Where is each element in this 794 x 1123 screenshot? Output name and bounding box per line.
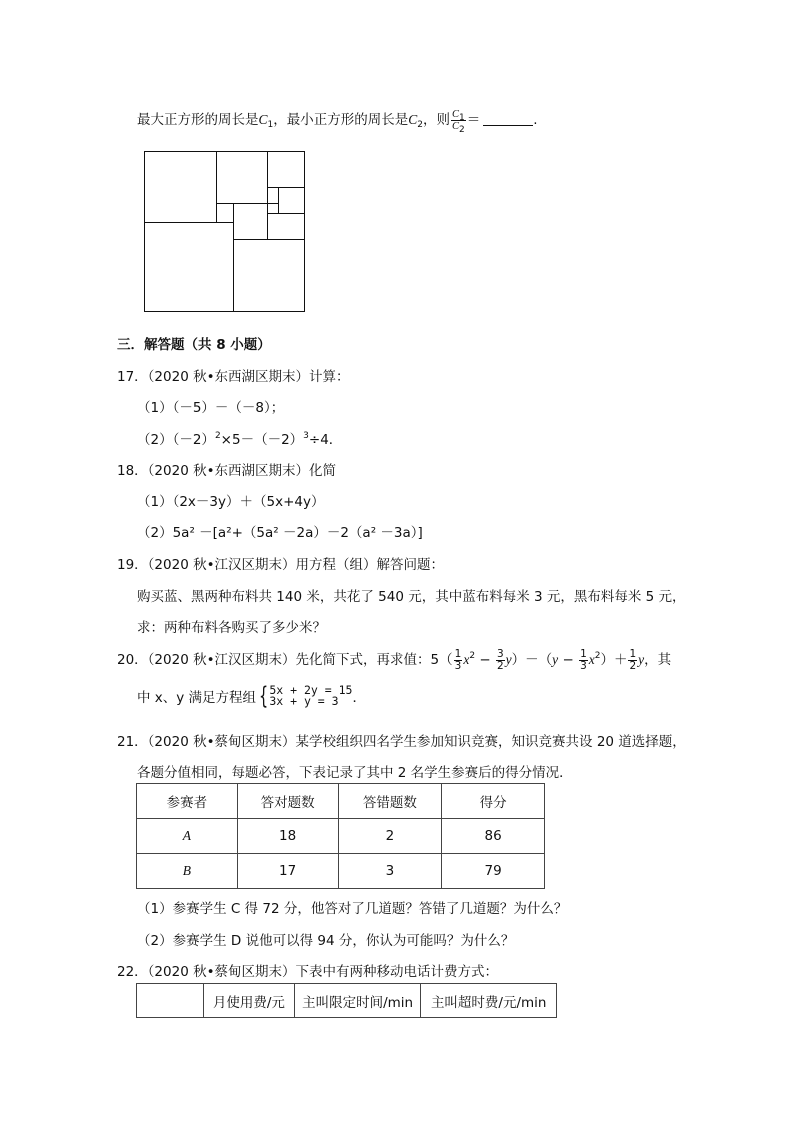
f2-num: 3 [496,647,504,660]
table-header-cell: 主叫限定时间/min [294,984,421,1018]
q20-exp: 2 [469,651,476,661]
frac-num: C [452,108,460,120]
q20-head: 20．（2020 秋•江汉区期末）先化简下式，再求值：5（ [117,652,453,668]
q20-var: y [552,652,559,667]
table-cell: 18 [237,819,338,854]
equation-system-brace: { [259,682,269,710]
q20-op: − [475,652,495,668]
table-cell: 3 [338,854,442,889]
q19-line1: 购买蓝、黑两种布料共 140 米，共花了 540 元，其中蓝布料每米 3 元，黑布料每米 5 元， [137,589,686,605]
q17-heading: 17．（2020 秋•东西湖区期末）计算： [117,369,350,385]
square-right-mid [267,213,305,240]
table-cell: 79 [442,854,545,889]
table-row [137,819,545,854]
q19-heading: 19．（2020 秋•江汉区期末）用方程（组）解答问题： [117,557,445,573]
q20-exp: 2 [594,651,601,661]
table-header-cell [137,984,204,1018]
q20-tail: ，其 [644,652,672,668]
square-top-left [144,151,217,223]
q16-then: ，则 [423,112,450,128]
q16-end: . [533,112,538,128]
q17-p2-a: （2）（－2） [137,432,215,448]
c2-symbol: C [408,112,418,127]
f2-den: 2 [496,659,504,672]
q20-line2-text: 中 x、y 满足方程组 [137,690,257,706]
q17-p2-exp1: 2 [214,431,221,441]
f3-den: 3 [580,659,587,672]
table-cell [137,854,238,889]
section-title: 三．解答题（共 8 小题） [117,337,271,353]
q19-line2: 求：两种布料各购买了多少米？ [137,620,326,636]
square-top-middle [216,151,268,204]
q22-heading: 22．（2020 秋•蔡甸区期末）下表中有两种移动电话计费方式： [117,964,499,980]
table-cell [137,819,238,854]
c1-sub: 1 [267,120,274,130]
equation-1: 5x + 2y = 15 [269,683,353,697]
q16-text: 最大正方形的周长是 [137,112,259,128]
table-header-cell: 主叫超时费/元/min [421,984,557,1018]
table-cell: 86 [442,819,545,854]
squares-figure [144,151,305,312]
q16-tail-line [137,108,538,135]
q20-line1 [117,648,671,672]
square-left-small [216,203,234,223]
q20-op: ）＋ [600,652,628,668]
q21-part2: （2）参赛学生 D 说他可以得 94 分，你认为可能吗？为什么？ [137,933,515,949]
f1-num: 1 [454,647,462,660]
q20-line2 [137,684,366,708]
q20-frac-4 [628,649,637,672]
q20-var: y [505,652,512,667]
f4-den: 2 [629,659,637,672]
q20-op: ）－（ [511,652,553,668]
q17-part2 [137,428,342,448]
square-top-right [267,151,305,188]
c1-symbol: C [258,112,268,127]
square-mid-small-right [278,187,305,214]
table-cell: 17 [237,854,338,889]
q21-part1: （1）参赛学生 C 得 72 分，他答对了几道题？答错了几道题？为什么？ [137,901,568,917]
q20-var: x [463,652,470,667]
q16-text-mid: ，最小正方形的周长是 [273,112,409,128]
square-bottom-left [144,222,234,312]
c2-sub: 2 [417,120,423,130]
table-header-cell: 答对题数 [237,784,338,819]
table-header-cell: 答错题数 [338,784,442,819]
square-center [233,203,268,240]
equation-system [269,685,352,707]
q20-frac-3 [579,649,588,672]
participant-b: B [182,863,191,878]
answer-blank [483,125,533,126]
q17-p2-c: ÷4． [308,432,343,448]
frac-den-sub: 2 [459,124,465,135]
participant-a: A [182,828,191,843]
f1-den: 3 [454,659,462,672]
table-header-cell: 参赛者 [137,784,238,819]
table-header-row [137,784,545,819]
q18-part1: （1）（2x－3y）＋（5x+4y） [137,494,325,510]
frac-num-sub: 1 [459,112,465,123]
q21-line1: 21．（2020 秋•蔡甸区期末）某学校组织四名学生参加知识竞赛，知识竞赛共设 20 道选择题， [117,734,686,750]
equation-2: 3x + y = 3 [269,694,339,708]
q17-p2-b: ×5－（－2） [220,432,304,448]
q17-part1: （1）（－5）－（－8）； [137,400,285,416]
f3-num: 1 [580,647,587,660]
square-bottom-right [233,239,305,312]
q18-part2: （2）5a² －[a²+（5a² －2a）－2（a² －3a）] [137,525,423,541]
q20-var: x [588,652,595,667]
q21-line2: 各题分值相同，每题必答，下表记录了其中 2 名学生参赛后的得分情况． [137,765,573,781]
q20-op: − [558,652,579,668]
table-header-cell: 得分 [442,784,545,819]
q20-line2-end: ． [352,690,366,706]
frac-den: C [452,120,460,132]
score-table [136,783,545,889]
q18-heading: 18．（2020 秋•东西湖区期末）化简 [117,463,337,479]
f4-num: 1 [629,647,637,660]
billing-table [136,983,557,1018]
table-header-cell: 月使用费/元 [203,984,294,1018]
equals-sign: ＝ [466,112,481,128]
q20-var: y [638,652,645,667]
q20-frac-1 [454,649,463,672]
table-cell: 2 [338,819,442,854]
c1-over-c2-fraction [451,108,466,135]
table-row [137,854,545,889]
q20-frac-2 [496,649,505,672]
table-header-row [137,984,557,1018]
q17-p2-exp2: 3 [303,431,309,441]
